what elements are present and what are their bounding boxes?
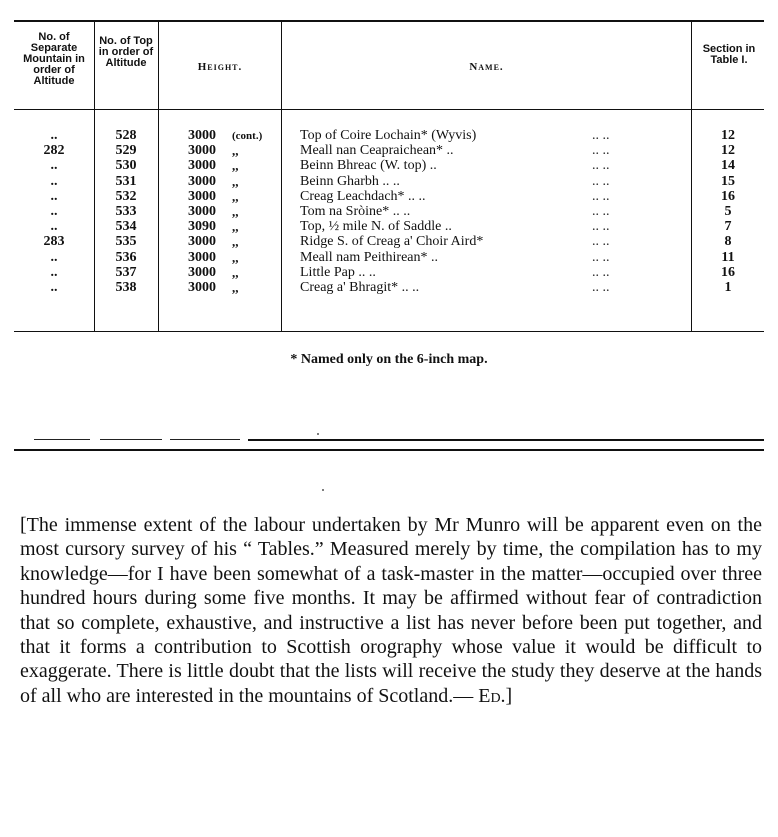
cell-section: 8 bbox=[724, 234, 732, 250]
cell-top-order: 533 bbox=[115, 204, 137, 219]
table-header-rule bbox=[14, 109, 764, 110]
header-name: Name. bbox=[469, 61, 504, 73]
table-col-rule-1 bbox=[94, 20, 95, 332]
cell-name: Little Pap .. .. bbox=[300, 264, 376, 280]
cell-top-order: 530 bbox=[115, 158, 137, 174]
cell-section: 16 bbox=[721, 264, 735, 280]
cell-height-note: ,, bbox=[232, 188, 239, 204]
cell-height: 3000 bbox=[188, 234, 216, 250]
cell-mountain-order: .. bbox=[50, 173, 58, 189]
cell-height: 3000 bbox=[188, 173, 216, 189]
editorial-text: [The immense extent of the labour undertaken by Mr Munro will be apparent even on the most cursory survey of his “ Tables.” Measured merely by time, the compilation has to my knowledge—for I have been somewhat of a task-master in the matter—occupied over three hundred hours during some five months. It may be affirmed without fear of contradiction that so complete, exhaustive, and instructive a list has never before been put together, and that it forms a contribution to Scottish orography whose value it would be difficult to exaggerate. There is little doubt that the lists will receive the study they deserve at the hands of all who are interested in the mountains of Scotland.— bbox=[20, 514, 762, 707]
cell-name: Top of Coire Lochain* (Wyvis) bbox=[300, 128, 477, 143]
table-col-rule-3 bbox=[281, 20, 282, 332]
cell-leaders: .. .. bbox=[592, 219, 610, 235]
separator-dash bbox=[170, 439, 240, 440]
separator-dash bbox=[34, 439, 90, 440]
table-col-rule-4 bbox=[691, 20, 692, 332]
cell-height: 3090 bbox=[188, 219, 216, 235]
cell-name: Top, ½ mile N. of Saddle .. bbox=[300, 219, 452, 235]
cell-mountain-order: .. bbox=[50, 128, 58, 143]
cell-top-order: 535 bbox=[115, 234, 137, 250]
cell-mountain-order: .. bbox=[50, 280, 58, 295]
cell-section: 14 bbox=[721, 158, 735, 174]
cell-height-note: (cont.) bbox=[232, 130, 263, 142]
header-top-order-label: No. of Top in order of Altitude bbox=[98, 35, 154, 69]
altitude-table bbox=[14, 20, 764, 332]
cell-name: Beinn Gharbh .. .. bbox=[300, 173, 400, 189]
cell-leaders: .. .. bbox=[592, 280, 610, 295]
cell-height: 3000 bbox=[188, 280, 216, 295]
cell-height: 3000 bbox=[188, 128, 216, 143]
cell-name: Meall nan Ceapraichean* .. bbox=[300, 143, 454, 159]
cell-section: 1 bbox=[724, 280, 732, 295]
cell-height: 3000 bbox=[188, 143, 216, 159]
separator-rule bbox=[14, 449, 764, 451]
cell-leaders: .. .. bbox=[592, 234, 610, 250]
table-col-rule-2 bbox=[158, 20, 159, 332]
cell-height-note: ,, bbox=[232, 204, 239, 219]
cell-name: Creag a' Bhragit* .. .. bbox=[300, 280, 420, 295]
cell-height: 3000 bbox=[188, 264, 216, 280]
cell-height-note: ,, bbox=[232, 249, 239, 265]
table-top-rule bbox=[14, 20, 764, 22]
cell-height: 3000 bbox=[188, 188, 216, 204]
separator-rule bbox=[248, 439, 764, 441]
cell-section: 5 bbox=[724, 204, 732, 219]
cell-top-order: 529 bbox=[115, 143, 137, 159]
cell-top-order: 531 bbox=[115, 173, 137, 189]
cell-height: 3000 bbox=[188, 158, 216, 174]
separator-dash bbox=[100, 439, 162, 440]
cell-mountain-order: 283 bbox=[43, 234, 65, 250]
cell-section: 11 bbox=[721, 249, 735, 265]
cell-mountain-order: .. bbox=[50, 264, 58, 280]
header-mountain-order: No. of Separate Mountain in order of Altitude bbox=[23, 31, 85, 87]
cell-height-note: ,, bbox=[232, 264, 239, 280]
cell-top-order: 538 bbox=[115, 280, 137, 295]
cell-name: Beinn Bhreac (W. top) .. bbox=[300, 158, 437, 174]
cell-height: 3000 bbox=[188, 249, 216, 265]
cell-section: 16 bbox=[721, 188, 735, 204]
cell-mountain-order: .. bbox=[50, 204, 58, 219]
cell-height-note: ,, bbox=[232, 158, 239, 174]
cell-name: Creag Leachdach* .. .. bbox=[300, 188, 426, 204]
cell-height-note: ,, bbox=[232, 234, 239, 250]
cell-name: Meall nam Peithirean* .. bbox=[300, 249, 439, 265]
cell-top-order: 536 bbox=[115, 249, 137, 265]
editor-signature: Ed.] bbox=[478, 684, 513, 707]
cell-top-order: 532 bbox=[115, 188, 137, 204]
cell-leaders: .. .. bbox=[592, 204, 610, 219]
cell-name: Tom na Sròine* .. .. bbox=[300, 204, 411, 219]
cell-height-note: ,, bbox=[232, 173, 239, 189]
cell-section: 7 bbox=[724, 219, 732, 235]
header-section: Section in Table I. bbox=[702, 43, 756, 66]
editorial-note bbox=[20, 513, 762, 708]
cell-height-note: ,, bbox=[232, 143, 239, 159]
cell-leaders: .. .. bbox=[592, 143, 610, 159]
cell-leaders: .. .. bbox=[592, 188, 610, 204]
cell-leaders: .. .. bbox=[592, 158, 610, 174]
cell-section: 15 bbox=[721, 173, 735, 189]
cell-leaders: .. .. bbox=[592, 249, 610, 265]
cell-mountain-order: .. bbox=[50, 219, 58, 235]
cell-top-order: 537 bbox=[115, 264, 137, 280]
cell-height-note: ,, bbox=[232, 219, 239, 235]
cell-height: 3000 bbox=[188, 204, 216, 219]
cell-leaders: .. .. bbox=[592, 264, 610, 280]
cell-leaders: .. .. bbox=[592, 173, 610, 189]
cell-mountain-order: 282 bbox=[43, 143, 65, 159]
cell-mountain-order: .. bbox=[50, 158, 58, 174]
cell-top-order: 528 bbox=[115, 128, 137, 143]
table-bottom-rule bbox=[14, 331, 764, 332]
table-footnote: * Named only on the 6-inch map. bbox=[290, 352, 488, 367]
cell-section: 12 bbox=[721, 128, 735, 143]
cell-name: Ridge S. of Creag a' Choir Aird* bbox=[300, 234, 484, 250]
cell-top-order: 534 bbox=[115, 219, 137, 235]
cell-leaders: .. .. bbox=[592, 128, 610, 143]
header-height: Height. bbox=[197, 61, 243, 73]
cell-mountain-order: .. bbox=[50, 188, 58, 204]
cell-height-note: ,, bbox=[232, 280, 239, 295]
cell-section: 12 bbox=[721, 143, 735, 159]
print-speck bbox=[317, 433, 319, 435]
print-speck bbox=[322, 489, 324, 491]
cell-mountain-order: .. bbox=[50, 249, 58, 265]
